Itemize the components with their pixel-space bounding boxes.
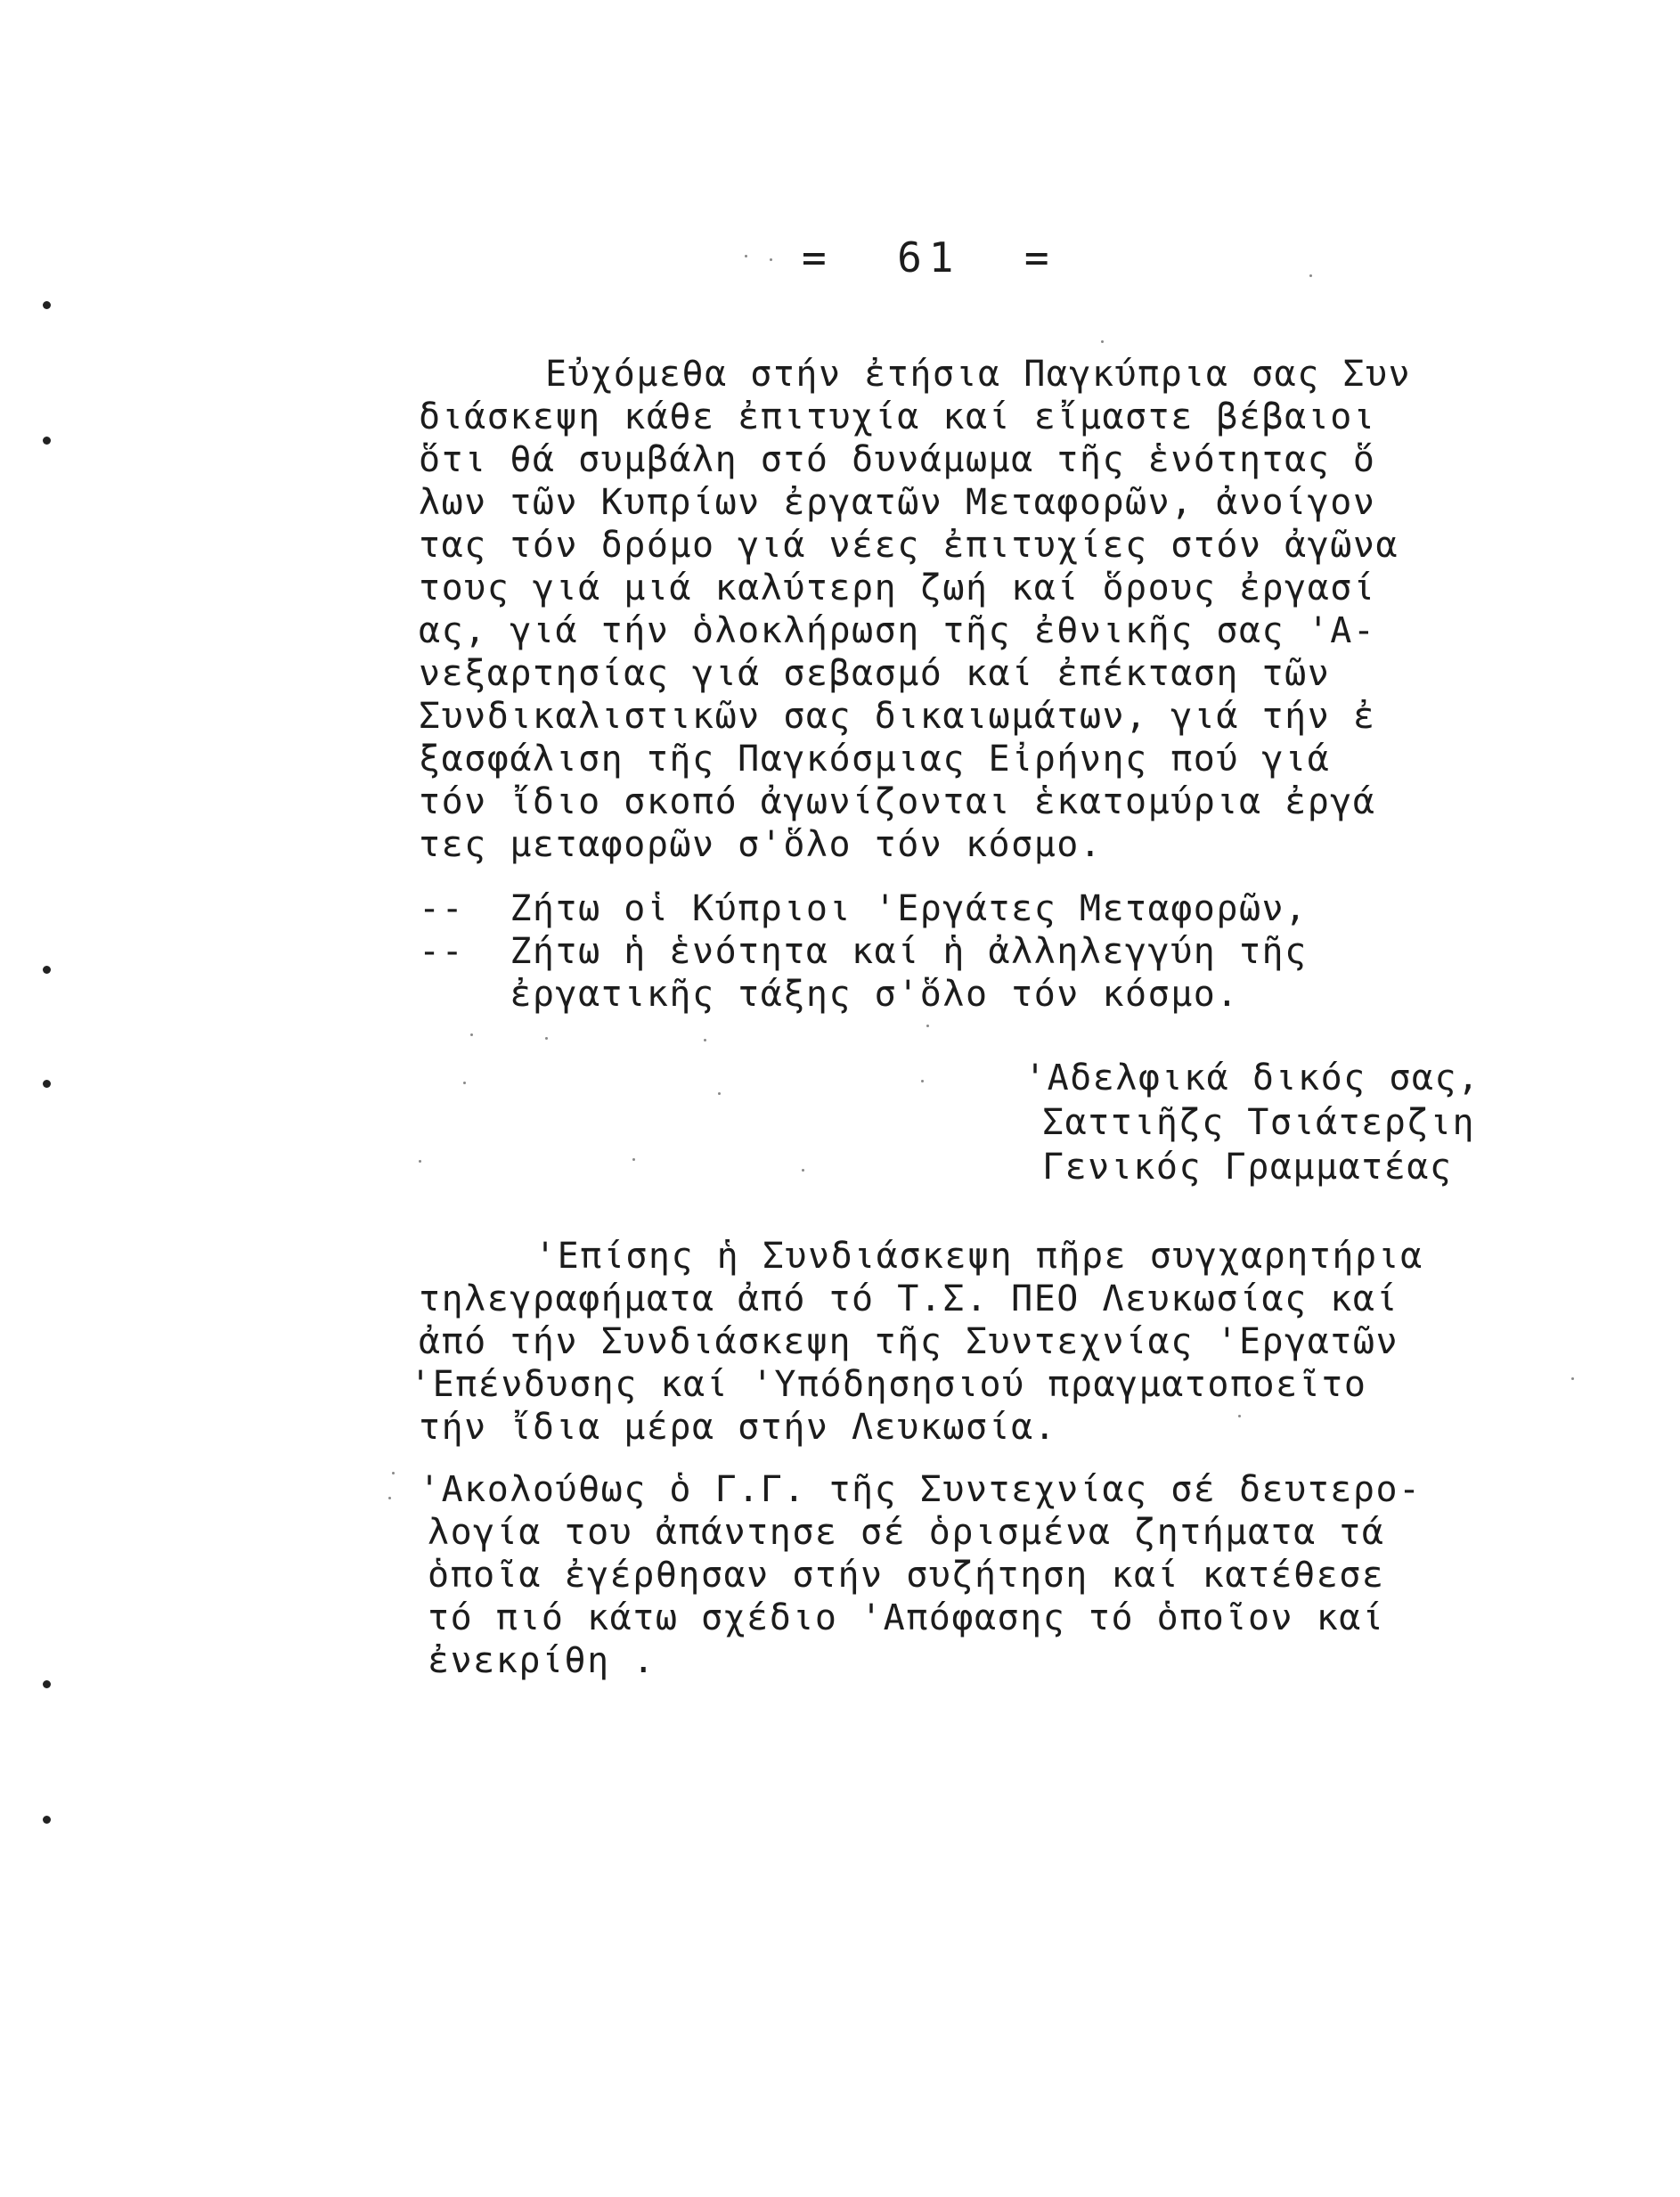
- scan-speck: [770, 258, 772, 261]
- paragraph1-line: διάσκεψη κάθε ἐπιτυχία καί εἴμαστε βέβαιοι: [419, 396, 1376, 437]
- scan-speck: [802, 1169, 804, 1172]
- scan-speck: [1238, 1415, 1241, 1417]
- scan-speck: [926, 1025, 929, 1027]
- binder-dot: [43, 1680, 51, 1688]
- paragraph3-line: τό πιό κάτω σχέδιο 'Απόφασης τό ὁποῖον καί: [428, 1597, 1385, 1638]
- paragraph1-line: ξασφάλιση τῆς Παγκόσμιας Εἰρήνης πού γιά: [419, 739, 1331, 780]
- binder-dot: [43, 1816, 51, 1824]
- binder-dot: [43, 301, 51, 309]
- binder-dot: [43, 1080, 51, 1088]
- binder-dot: [43, 966, 51, 974]
- signature-title: Γενικός Γραμματέας: [1042, 1147, 1453, 1188]
- scan-speck: [1101, 340, 1104, 343]
- paragraph3-line: 'Ακολούθως ὁ Γ.Γ. τῆς Συντεχνίας σέ δευτερο-: [419, 1469, 1422, 1510]
- paragraph3-line: ὁποῖα ἐγέρθησαν στήν συζήτηση καί κατέθεσε: [428, 1555, 1385, 1596]
- scan-speck: [718, 1092, 721, 1095]
- paragraph3-line: ἐνεκρίθη .: [428, 1640, 656, 1681]
- slogan-line: -- Ζήτω οἱ Κύπριοι 'Εργάτες Μεταφορῶν,: [419, 888, 1308, 929]
- scan-speck: [470, 1033, 473, 1036]
- binder-dot: [43, 437, 51, 445]
- scan-speck: [632, 1158, 635, 1161]
- slogan-line: ἐργατικῆς τάξης σ'ὅλο τόν κόσμο.: [419, 974, 1239, 1015]
- paragraph1-line: Συνδικαλιστικῶν σας δικαιωμάτων, γιά τήν ἐ: [419, 696, 1376, 737]
- signature-closing: 'Αδελφικά δικός σας,: [1024, 1058, 1480, 1098]
- paragraph1-line: ας, γιά τήν ὁλοκλήρωση τῆς ἐθνικῆς σας 'Α-: [419, 610, 1376, 651]
- paragraph3-line: λογία του ἀπάντησε σέ ὁρισμένα ζητήματα τά: [428, 1512, 1385, 1553]
- scan-speck: [745, 255, 747, 257]
- paragraph1-line: λων τῶν Κυπρίων ἐργατῶν Μεταφορῶν, ἀνοίγον: [419, 482, 1376, 523]
- paragraph2-line: τηλεγραφήματα ἀπό τό Τ.Σ. ΠΕΟ Λευκωσίας καί: [419, 1278, 1399, 1319]
- page-number: = 61 =: [802, 233, 1056, 282]
- paragraph1-line: νεξαρτησίας γιά σεβασμό καί ἐπέκταση τῶν: [419, 653, 1331, 694]
- slogan-line: -- Ζήτω ἡ ἑνότητα καί ἡ ἀλληλεγγύη τῆς: [419, 931, 1308, 972]
- scan-speck: [463, 1082, 466, 1084]
- paragraph1-line: Εὐχόμεθα στήν ἐτήσια Παγκύπρια σας Συν: [545, 354, 1412, 395]
- paragraph2-line: 'Επίσης ἡ Συνδιάσκεψη πῆρε συγχαρητήρια: [534, 1236, 1423, 1277]
- scan-speck: [392, 1472, 395, 1474]
- scan-speck: [704, 1039, 706, 1041]
- paragraph1-line: τας τόν δρόμο γιά νέες ἐπιτυχίες στόν ἀγῶνα: [419, 525, 1399, 566]
- paragraph1-line: τόν ἴδιο σκοπό ἀγωνίζονται ἑκατομύρια ἐργά: [419, 781, 1376, 822]
- scan-speck: [545, 1037, 548, 1040]
- scan-speck: [1571, 1377, 1574, 1380]
- scan-speck: [921, 1080, 924, 1082]
- signature-name: Σαττιῆζς Τσιάτερζιη: [1042, 1102, 1476, 1143]
- paragraph1-line: ὅτι θά συμβάλη στό δυνάμωμα τῆς ἑνότητας ὅ: [419, 439, 1376, 480]
- paragraph2-line: 'Επένδυσης καί 'Υπόδησησιού πραγματοποεῖτο: [410, 1364, 1367, 1405]
- paragraph1-line: τες μεταφορῶν σ'ὅλο τόν κόσμο.: [419, 824, 1103, 865]
- scan-speck: [388, 1497, 391, 1499]
- scan-speck: [419, 1160, 421, 1163]
- paragraph2-line: τήν ἴδια μέρα στήν Λευκωσία.: [419, 1407, 1057, 1448]
- paragraph1-line: τους γιά μιά καλύτερη ζωή καί ὅρους ἐργασί: [419, 568, 1376, 608]
- paragraph2-line: ἀπό τήν Συνδιάσκεψη τῆς Συντεχνίας 'Εργατῶν: [419, 1321, 1399, 1362]
- scan-speck: [1309, 274, 1312, 277]
